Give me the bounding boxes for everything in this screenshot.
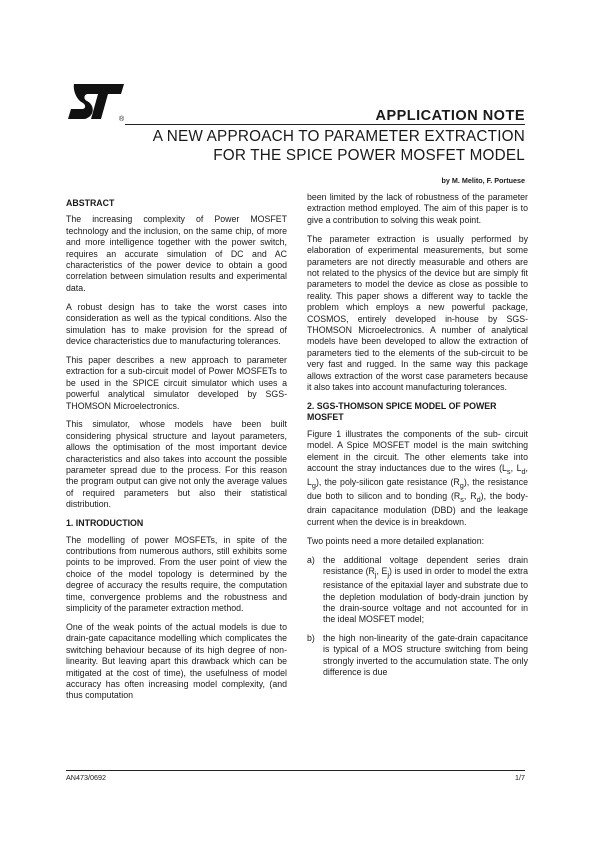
introduction-paragraph: The parameter extraction is usually performed by elaboration of experimental measurements, but some parameters are not directly measurable and others are not related to the physics of the device but are simply fit parameters to model the device as close as possible to reality. This paper shows a different way to tackle the problem which employs a new powerful package, COSMOS, entirely developed in-house by SGS-THOMSON Microelectronics. A number of analytical models have been developed to allow the extraction of parameters tied to the elements of the sub-circuit to be very fast and rugged. In the same way this package allows extraction of the worst case parameters because it also takes into account manufacturing tolerances. [307, 233, 528, 392]
document-type: APPLICATION NOTE [375, 108, 525, 124]
list-marker: b) [307, 632, 315, 643]
abstract-paragraph: This simulator, whose models have been built considering physical structure and layout parameters, allows the optimisation of the most important device characteristics and also takes into account the possible parameter spread due to the process. For this reason the program output can give not only the average values of required parameters but also their statistical distribution. [66, 419, 287, 510]
footer-rule [66, 770, 525, 771]
st-logo-mark [68, 84, 124, 119]
introduction-paragraph: The modelling of power MOSFETs, in spite of the contributions from numerous authors, still exhibits some points to be improved. From the user point of view the choice of the model topology is determined by the degree of accuracy the results require, the computation time, convergence problems and the robustness and simplicity of the parameter extraction method. [66, 534, 287, 613]
list-item-text: the additional voltage dependent series drain resistance ($R_j$, $E_j$) is used in order to model the extra resistance of the epitaxial layer and substrate due to the depletion modulation of body-drain junction by the drain-source voltage and not accounted for in the ideal MOSFET model; [323, 554, 529, 625]
title-line-1: A NEW APPROACH TO PARAMETER EXTRACTION [152, 128, 525, 145]
list-item [307, 633, 528, 679]
right-column [307, 192, 528, 685]
introduction-paragraph: One of the weak points of the actual models is due to drain-gate capacitance modelling which complicates the switching behaviour because of its high degree of non-linearity. But leaving apart this drawback which can be mitigated at the cost of time), the usefulness of model accuracy has often increasing model complexity, (and thus computation [66, 621, 287, 701]
abstract-paragraph: The increasing complexity of Power MOSFET technology and the inclusion, on the same chip, of more and more intelligence together with the power switch, requires an accurate simulation of DC and AC characteristics of the power device to obtain a good correlation between simulation results and experimental data. [66, 214, 287, 293]
explanation-list [307, 555, 528, 679]
introduction-heading: 1. INTRODUCTION [66, 518, 144, 529]
authors: by M. Melito, F. Portuese [441, 176, 525, 185]
title-line-2: FOR THE SPICE POWER MOSFET MODEL [213, 146, 525, 164]
list-marker: a) [307, 554, 315, 565]
registered-mark: ® [119, 116, 125, 123]
st-logo [66, 83, 126, 123]
section2-paragraph: Figure 1 illustrates the components of the sub- circuit model. A Spice MOSFET model is the main switching element in the circuit. The other elements take into account the stray inductances due to the wires ($L_s$, $L_d$, $L_g$), the poly-silicon gate resistance $(R_g)$, the resistance due both to silicon and to bonding ($R_s$, $R_d$), the body-drain capacitance modulation (DBD) and the leakage current when the device is in breakdown. [307, 428, 529, 527]
section2-heading: 2. SGS-THOMSON SPICE MODEL OF POWER MOSFET [307, 400, 497, 423]
page-number: 1/7 [515, 773, 525, 782]
list-item [307, 555, 528, 626]
page-title [153, 128, 525, 165]
abstract-paragraph: A robust design has to take the worst cases into consideration as well as the typical conditions. Also the simulation has to make provision for the spread of device characteristics due to manufacturing tolerances. [66, 301, 287, 346]
header-rule [125, 124, 525, 125]
section2-lead: Two points need a more detailed explanation: [307, 535, 485, 546]
abstract-heading: ABSTRACT [66, 198, 115, 208]
abstract-paragraph: This paper describes a new approach to parameter extraction for a sub-circuit model of Power MOSFETs to be used in the SPICE circuit simulator which uses a powerful analytical simulator developed by SGS-THOMSON Microelectronics. [66, 354, 287, 411]
introduction-paragraph-continued: been limited by the lack of robustness of the parameter extraction method employed. The aim of this paper is to give a contribution to solving this weak point. [307, 192, 528, 225]
list-item-text: the high non-linearity of the gate-drain capacitance is typical of a MOS structure switching from being strongly inverted to the accumulation state. The only difference is due [323, 632, 528, 678]
document-code: AN473/0692 [66, 773, 106, 782]
left-column [66, 198, 287, 709]
